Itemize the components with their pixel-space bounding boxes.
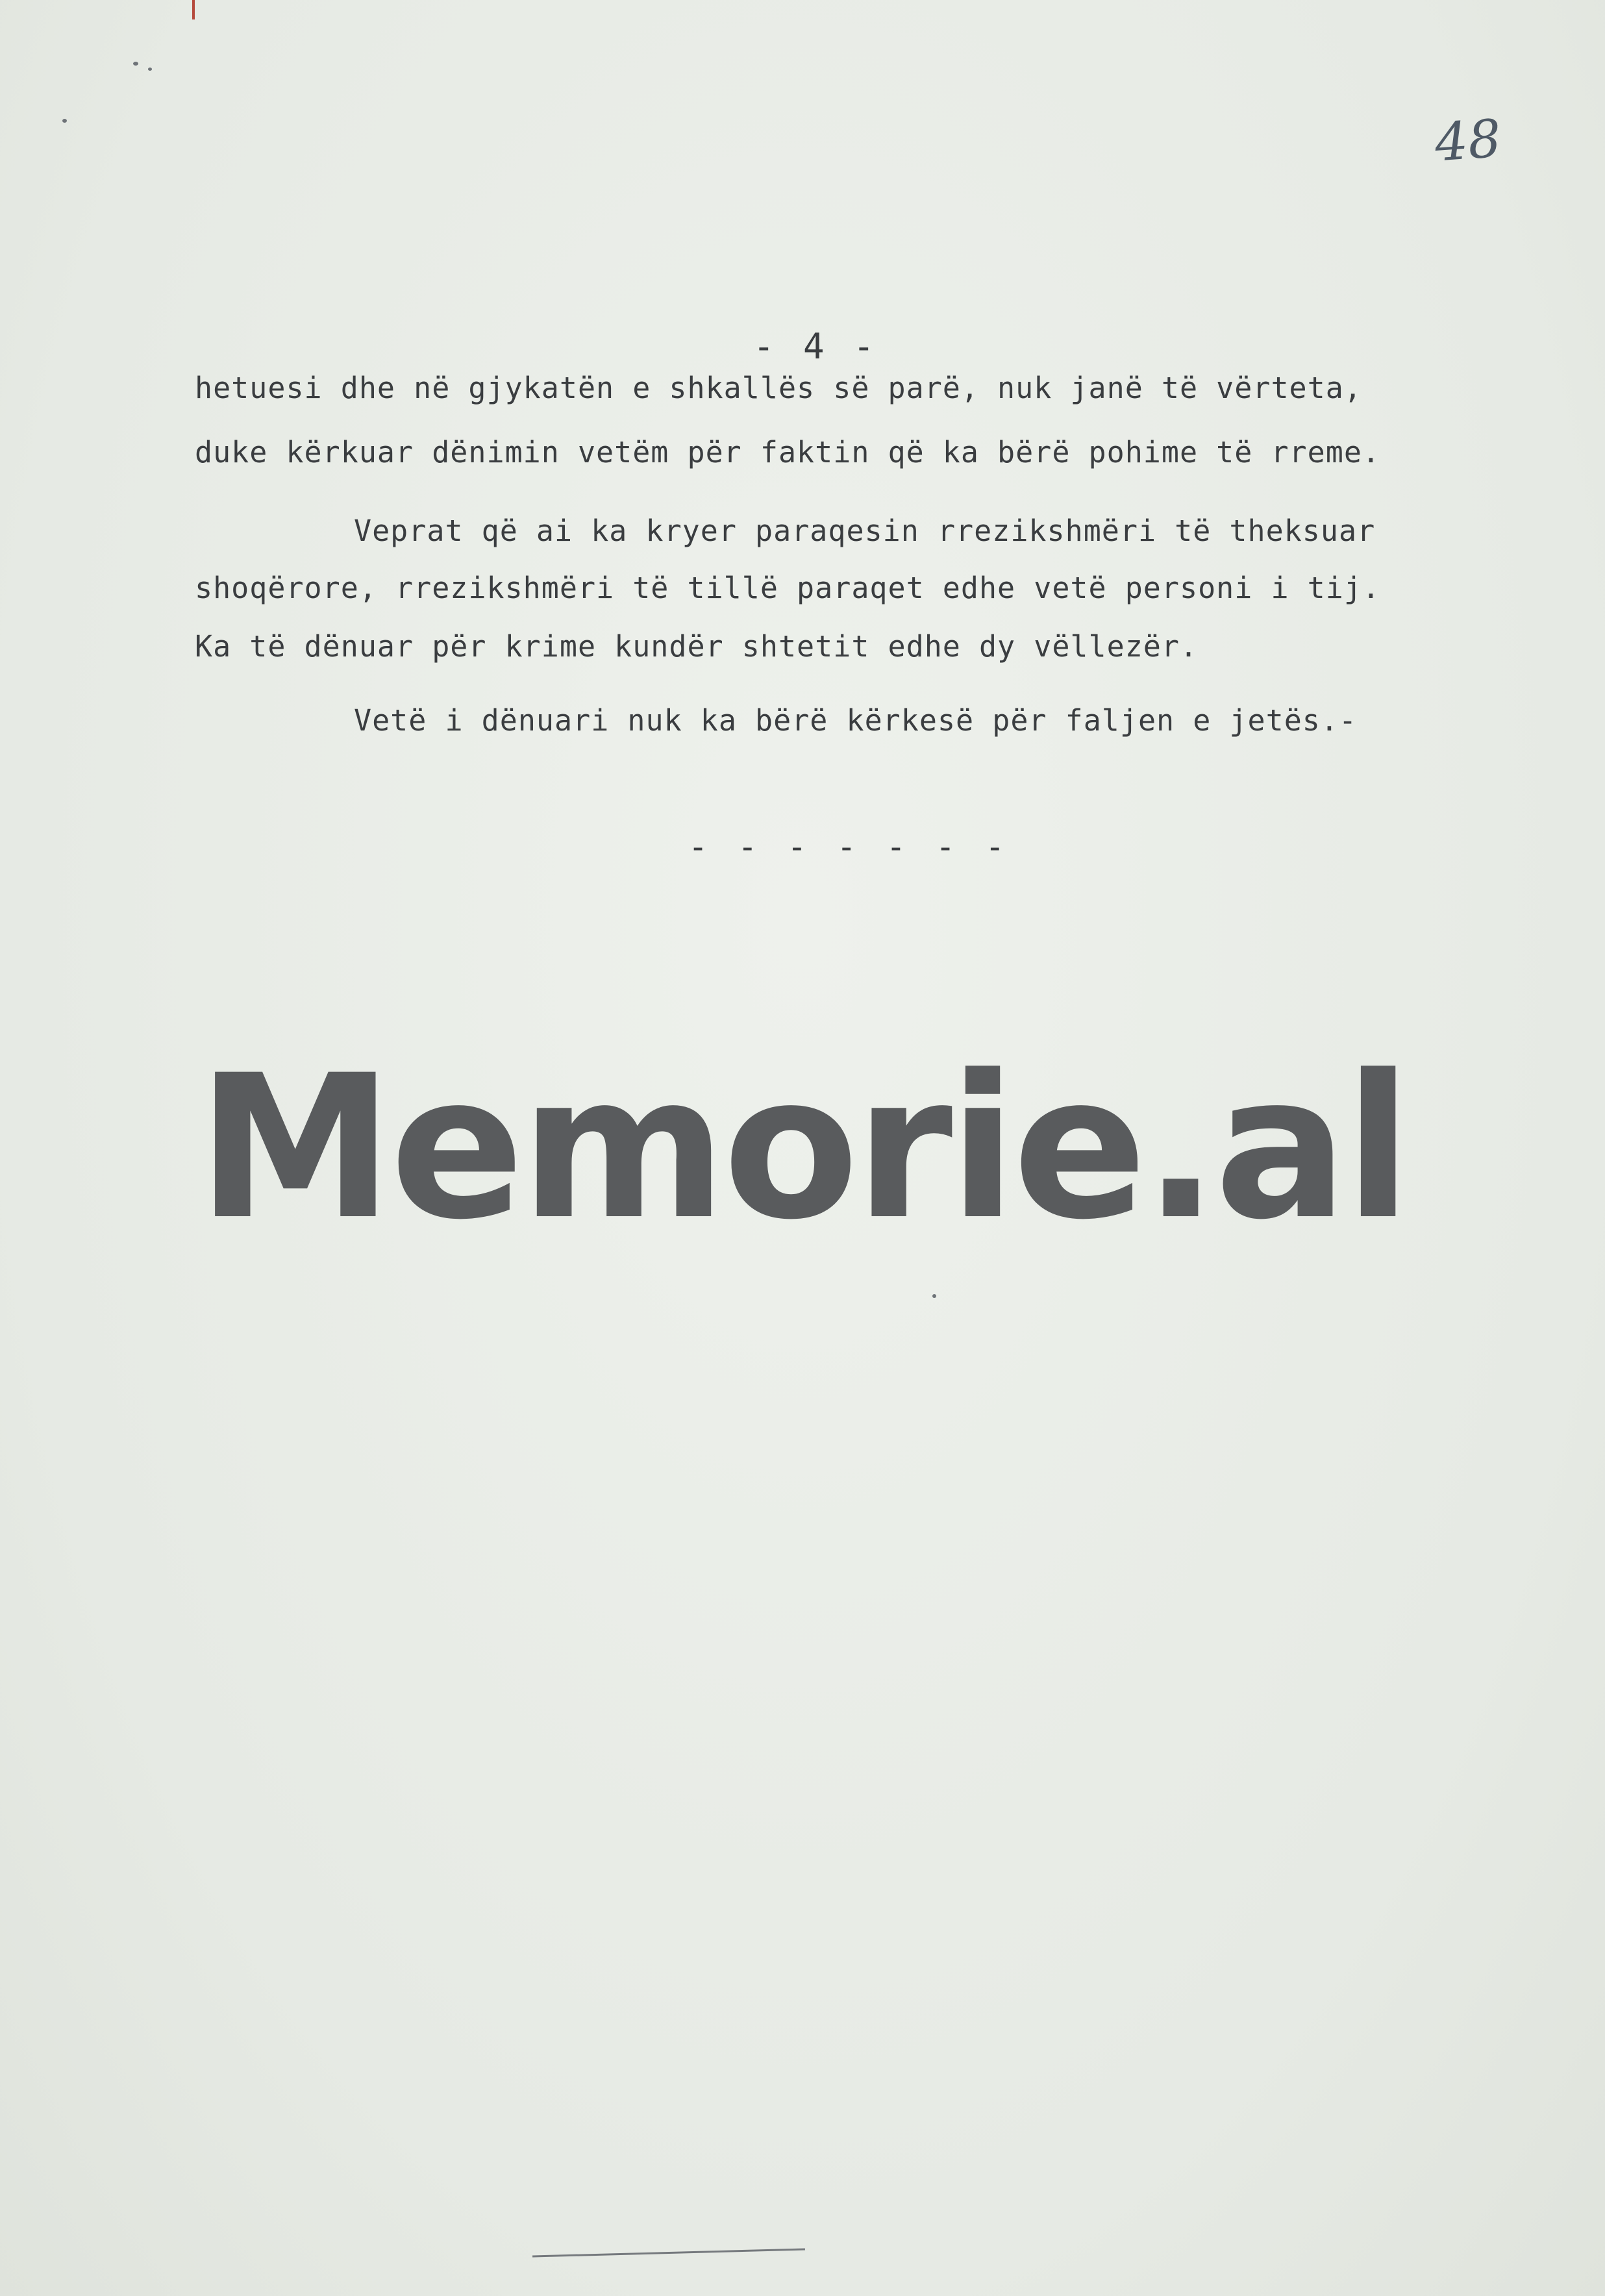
text-line: Ka të dënuar për krime kundër shtetit edhe dy vëllezër.: [195, 629, 1199, 664]
paper-speck: [133, 62, 138, 66]
paper-speck: [932, 1294, 936, 1298]
page-number: - 4 -: [753, 326, 878, 367]
section-separator: - - - - - - -: [688, 828, 1010, 866]
paper-speck: [148, 68, 152, 71]
text-line: shoqërore, rrezikshmëri të tillë paraqet edhe vetë personi i tij.: [195, 571, 1380, 605]
handwritten-page-mark: 48: [1432, 108, 1503, 173]
paper-speck: [62, 119, 67, 123]
bottom-pen-stroke: [532, 2249, 805, 2258]
margin-tick-mark: [192, 0, 195, 19]
text-line: hetuesi dhe në gjykatën e shkallës së parë, nuk janë të vërteta,: [195, 371, 1362, 405]
text-line: Vetë i dënuari nuk ka bërë kërkesë për faljen e jetës.-: [354, 703, 1358, 738]
watermark-logo: Memorie.al: [197, 1032, 1408, 1263]
text-line: duke kërkuar dënimin vetëm për faktin që ka bërë pohime të rreme.: [195, 435, 1380, 469]
text-line: Veprat që ai ka kryer paraqesin rrezikshmëri të theksuar: [354, 514, 1376, 548]
